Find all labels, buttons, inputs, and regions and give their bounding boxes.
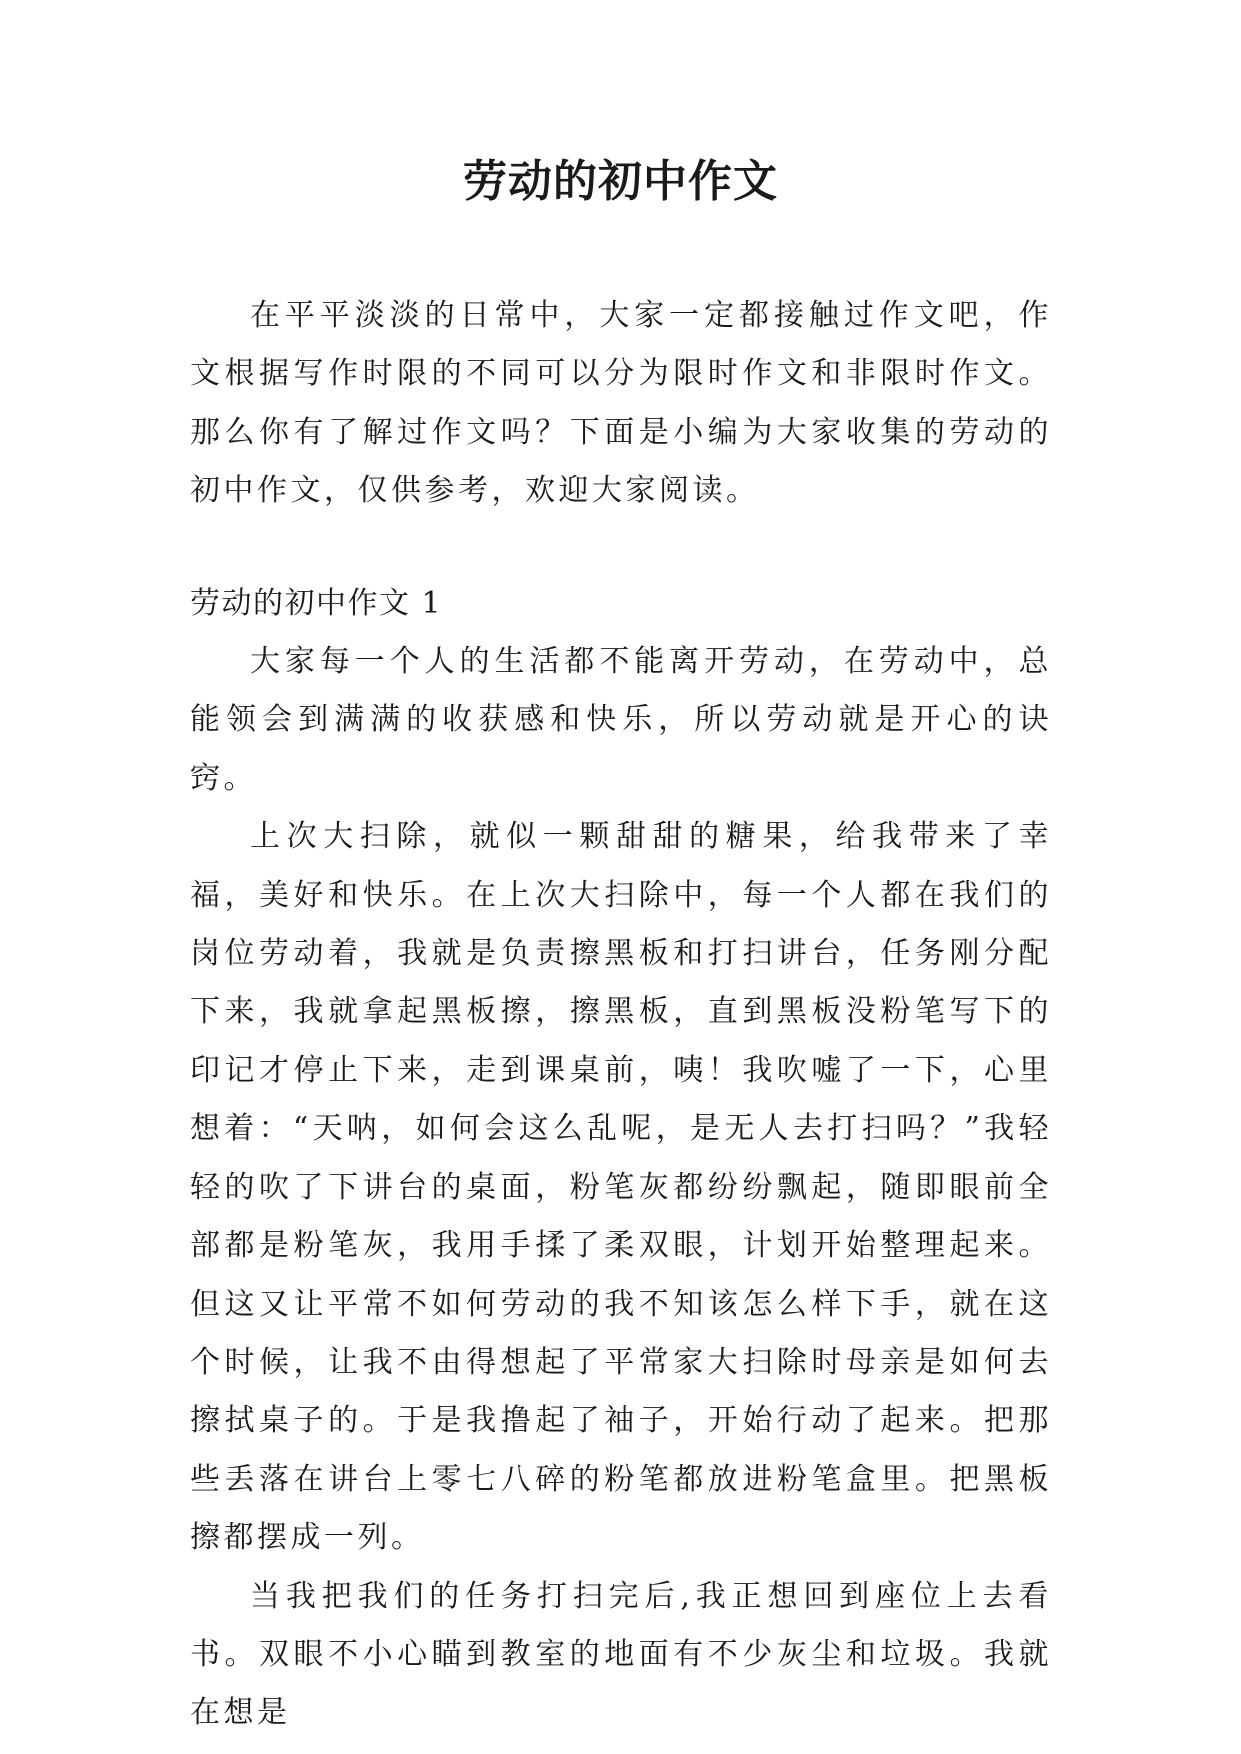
document-title: 劳动的初中作文	[463, 156, 778, 207]
intro-paragraph: 在平平淡淡的日常中，大家一定都接触过作文吧，作文根据写作时限的不同可以分为限时作文和非限时作文。那么你有了解过作文吗？下面是小编为大家收集的劳动的初中作文，仅供参考，欢迎大家阅读。	[190, 298, 1052, 509]
body-paragraph-3: 当我把我们的任务打扫完后,我正想回到座位上去看书。双眼不小心瞄到教室的地面有不少灰尘和垃圾。我就在想是	[190, 1578, 1052, 1731]
section-heading: 劳动的初中作文 1	[190, 585, 443, 621]
body-paragraph-2: 上次大扫除，就似一颗甜甜的糖果，给我带来了幸福，美好和快乐。在上次大扫除中，每一个人都在我们的岗位劳动着，我就是负责擦黑板和打扫讲台，任务刚分配下来，我就拿起黑板擦，擦黑板，直到黑板没粉笔写下的印记才停止下来，走到课桌前，咦！我吹嘘了一下，心里想着：“天呐，如何会这么乱呢，是无人去打扫吗？”我轻轻的吹了下讲台的桌面，粉笔灰都纷纷飘起，随即眼前全部都是粉笔灰，我用手揉了柔双眼，计划开始整理起来。但这又让平常不如何劳动的我不知该怎么样下手，就在这个时候，让我不由得想起了平常家大扫除时母亲是如何去擦拭桌子的。于是我撸起了袖子，开始行动了起来。把那些丢落在讲台上零七八碎的粉笔都放进粉笔盒里。把黑板擦都摆成一列。	[190, 819, 1052, 1556]
document-body	[190, 287, 1052, 1743]
body-paragraph-1: 大家每一个人的生活都不能离开劳动，在劳动中，总能领会到满满的收获感和快乐，所以劳动就是开心的诀窍。	[190, 644, 1052, 796]
